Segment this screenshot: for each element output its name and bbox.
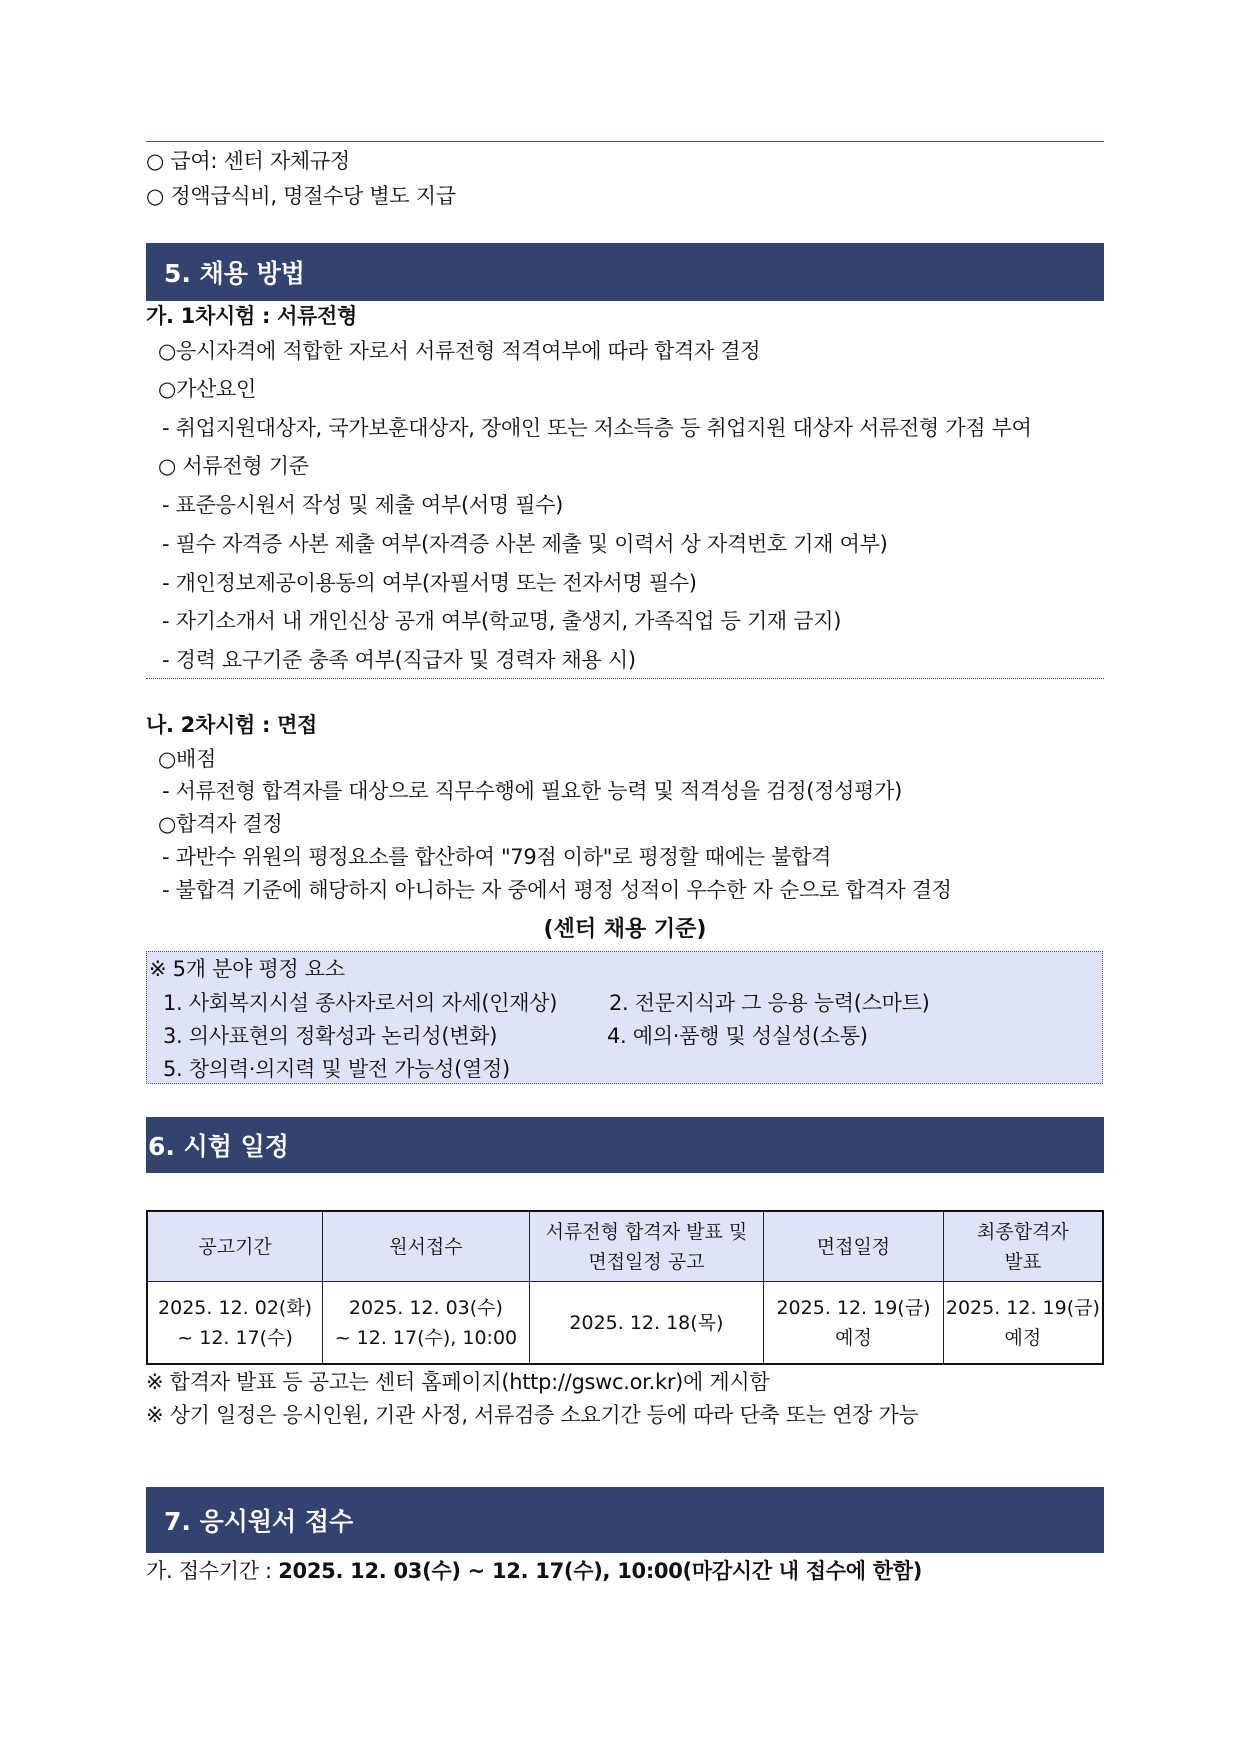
exam-1-item: ○응시자격에 적합한 자로서 서류전형 적격여부에 따라 합격자 결정	[158, 339, 761, 363]
criteria-box	[146, 951, 1103, 1084]
table-header-row	[147, 1211, 1103, 1282]
schedule-note-1: ※ 합격자 발표 등 공고는 센터 홈페이지(http://gswc.or.kr)에 게시함	[146, 1370, 770, 1394]
section-7-header	[146, 1487, 1104, 1553]
criteria-item: 5. 창의력·의지력 및 발전 가능성(열정)	[163, 1057, 510, 1081]
exam-1-item: - 개인정보제공이용동의 여부(자필서명 또는 전자서명 필수)	[162, 571, 697, 595]
table-header-cell: 공고기간	[147, 1211, 323, 1282]
exam-2-title: 나. 2차시험 : 면접	[146, 713, 318, 737]
dotted-divider	[146, 678, 1104, 679]
exam-2-item: - 불합격 기준에 해당하지 아니하는 자 중에서 평정 성적이 우수한 자 순으로 합격자 결정	[162, 878, 952, 902]
exam-1-item: - 표준응시원서 작성 및 제출 여부(서명 필수)	[162, 493, 564, 517]
exam-1-item: ○가산요인	[158, 377, 256, 401]
exam-1-title: 가. 1차시험 : 서류전형	[146, 304, 358, 328]
salary-line-1: ○ 급여: 센터 자체규정	[146, 149, 350, 173]
exam-1-item: - 경력 요구기준 충족 여부(직급자 및 경력자 채용 시)	[162, 648, 636, 672]
criteria-item: 3. 의사표현의 정확성과 논리성(변화)	[163, 1024, 498, 1048]
application-period-label: 가. 접수기간 :	[146, 1559, 279, 1583]
exam-2-item: ○배점	[158, 747, 216, 771]
criteria-title: (센터 채용 기준)	[543, 917, 707, 942]
table-cell: 2025. 12. 18(목)	[529, 1282, 763, 1365]
table-header-cell: 면접일정	[764, 1211, 944, 1282]
section-6-title: 6. 시험 일정	[148, 1132, 289, 1161]
table-header-cell: 서류전형 합격자 발표 및 면접일정 공고	[529, 1211, 763, 1282]
exam-1-item: - 필수 자격증 사본 제출 여부(자격증 사본 제출 및 이력서 상 자격번호 기재 여부)	[162, 532, 888, 556]
top-divider	[146, 141, 1104, 142]
exam-2-item: - 서류전형 합격자를 대상으로 직무수행에 필요한 능력 및 적격성을 검정(정성평가)	[162, 779, 902, 803]
schedule-table	[146, 1210, 1104, 1365]
criteria-item: 1. 사회복지시설 종사자로서의 자세(인재상)	[163, 991, 558, 1015]
application-period	[146, 1556, 922, 1586]
section-5-header	[146, 243, 1104, 301]
salary-line-2: ○ 정액급식비, 명절수당 별도 지급	[146, 184, 456, 208]
table-cell: 2025. 12. 03(수) ~ 12. 17(수), 10:00	[323, 1282, 530, 1365]
table-cell: 2025. 12. 02(화) ~ 12. 17(수)	[147, 1282, 323, 1365]
table-cell: 2025. 12. 19(금) 예정	[943, 1282, 1103, 1365]
section-7-title: 7. 응시원서 접수	[164, 1507, 354, 1536]
criteria-item: 4. 예의·품행 및 성실성(소통)	[607, 1024, 868, 1048]
table-row	[147, 1282, 1103, 1365]
criteria-header: ※ 5개 분야 평정 요소	[149, 957, 345, 981]
exam-1-item: ○ 서류전형 기준	[158, 454, 309, 478]
exam-2-item: - 과반수 위원의 평정요소를 합산하여 "79점 이하"로 평정할 때에는 불합격	[162, 845, 832, 869]
section-5-title: 5. 채용 방법	[164, 259, 305, 288]
criteria-item: 2. 전문지식과 그 응용 능력(스마트)	[609, 991, 930, 1015]
section-6-header	[146, 1117, 1104, 1173]
application-period-value: 2025. 12. 03(수) ~ 12. 17(수), 10:00(마감시간 내 접수에 한함)	[278, 1559, 923, 1583]
table-header-cell: 원서접수	[323, 1211, 530, 1282]
exam-1-item: - 취업지원대상자, 국가보훈대상자, 장애인 또는 저소득층 등 취업지원 대상자 서류전형 가점 부여	[162, 416, 1032, 440]
table-cell: 2025. 12. 19(금) 예정	[764, 1282, 944, 1365]
table-header-cell: 최종합격자 발표	[943, 1211, 1103, 1282]
exam-1-item: - 자기소개서 내 개인신상 공개 여부(학교명, 출생지, 가족직업 등 기재 금지)	[162, 609, 842, 633]
exam-2-item: ○합격자 결정	[158, 812, 283, 836]
schedule-note-2: ※ 상기 일정은 응시인원, 기관 사정, 서류검증 소요기간 등에 따라 단축 또는 연장 가능	[146, 1403, 919, 1427]
